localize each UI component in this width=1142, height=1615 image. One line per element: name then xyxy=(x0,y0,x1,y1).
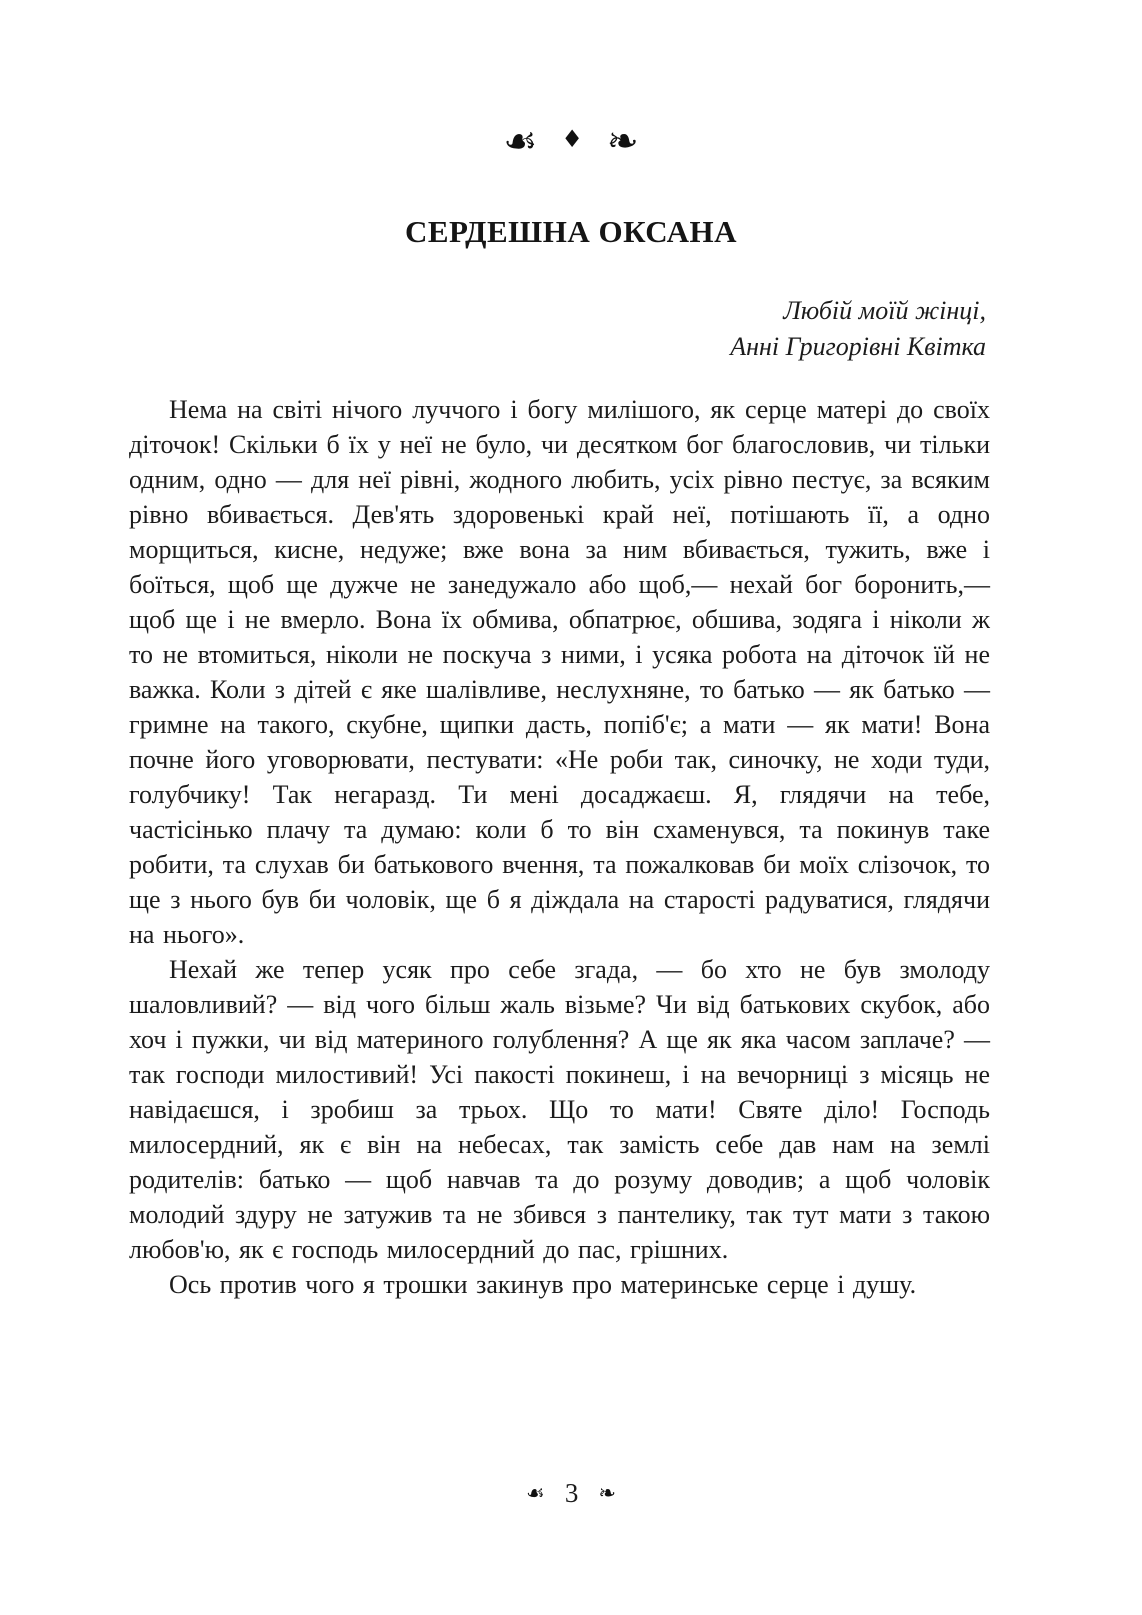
paragraph-3: Ось против чого я трошки закинув про материнське серце і душу. xyxy=(169,1270,917,1299)
paragraph-1: Нема на світі нічого луччого і богу милішого, як серце матері до своїх діточок! Скільки б їх у неї не було, чи десятком бог благословив, чи тільки одним, одно — для неї рівні, жодного любить, усіх рівно пестує, за всяким рівно вбивається. Дев'ять здоровенькі край неї, потішають її, а одно морщиться, кисне, недуже; вже вона за ним вбивається, тужить, вже і боїться, щоб ще дужче не занедужало або щоб,— нехай бог боронить,— щоб ще і не вмерло. Вона їх обмива, обпатрює, обшива, зодяга і ніколи ж то не втомиться, ніколи не поскуча з ними, і усяка робота на діточок їй не важка. Коли з дітей є яке шалівливе, неслухняне, то батько — як батько — гримне на такого, скубне, щипки дасть, попіб'є; а мати — як мати! Вона почне його уговорювати, пестувати: «Не роби так, синочку, не ходи туди, голубчику! Так негаразд. Ти мені досаджаєш. Я, глядячи на тебе, частісінько плачу та думаю: коли б то він схаменувся, та покинув таке робити, та слухав би батькового вчення, та пожалковав би моїх слізочок, то ще з нього був би чоловік, ще б я діждала на старості радуватися, глядячи на нього». xyxy=(129,395,990,949)
floral-heart-left-icon: ☙ xyxy=(503,119,538,164)
header-ornament xyxy=(0,118,1142,164)
floral-heart-footer-right-icon: ❧ xyxy=(598,1481,616,1506)
dedication-line-2: Анні Григорівні Квітка xyxy=(730,332,986,361)
floral-heart-right-icon: ❧ xyxy=(606,119,639,164)
diamond-icon: ♦ xyxy=(561,125,583,154)
dedication-line-1: Любій моїй жінці, xyxy=(783,296,986,325)
floral-heart-footer-left-icon: ☙ xyxy=(526,1481,545,1506)
page-footer xyxy=(0,1476,1142,1510)
page-number: 3 xyxy=(564,1478,579,1509)
dedication xyxy=(730,293,986,365)
body-text xyxy=(129,392,990,1302)
paragraph-2: Нехай же тепер усяк про себе згада, — бо хто не був змолоду шаловливий? — від чого більш жаль візьме? Чи від батькових скубок, або хоч і пужки, чи від материного голублення? А ще як яка часом заплаче? — так господи милостивий! Усі пакості покинеш, і на вечорниці з місяць не навідаєшся, і зробиш за трьох. Що то мати! Святе діло! Господь милосердний, як є він на небесах, так замість себе дав нам на землі родителів: батько — щоб навчав та до розуму доводив; а щоб чоловік молодий здуру не затужив та не збився з пантелику, так тут мати з такою любов'ю, як є господь милосердний до пас, грішних. xyxy=(129,955,990,1264)
page-title: СЕРДЕШНА ОКСАНА xyxy=(404,214,738,249)
